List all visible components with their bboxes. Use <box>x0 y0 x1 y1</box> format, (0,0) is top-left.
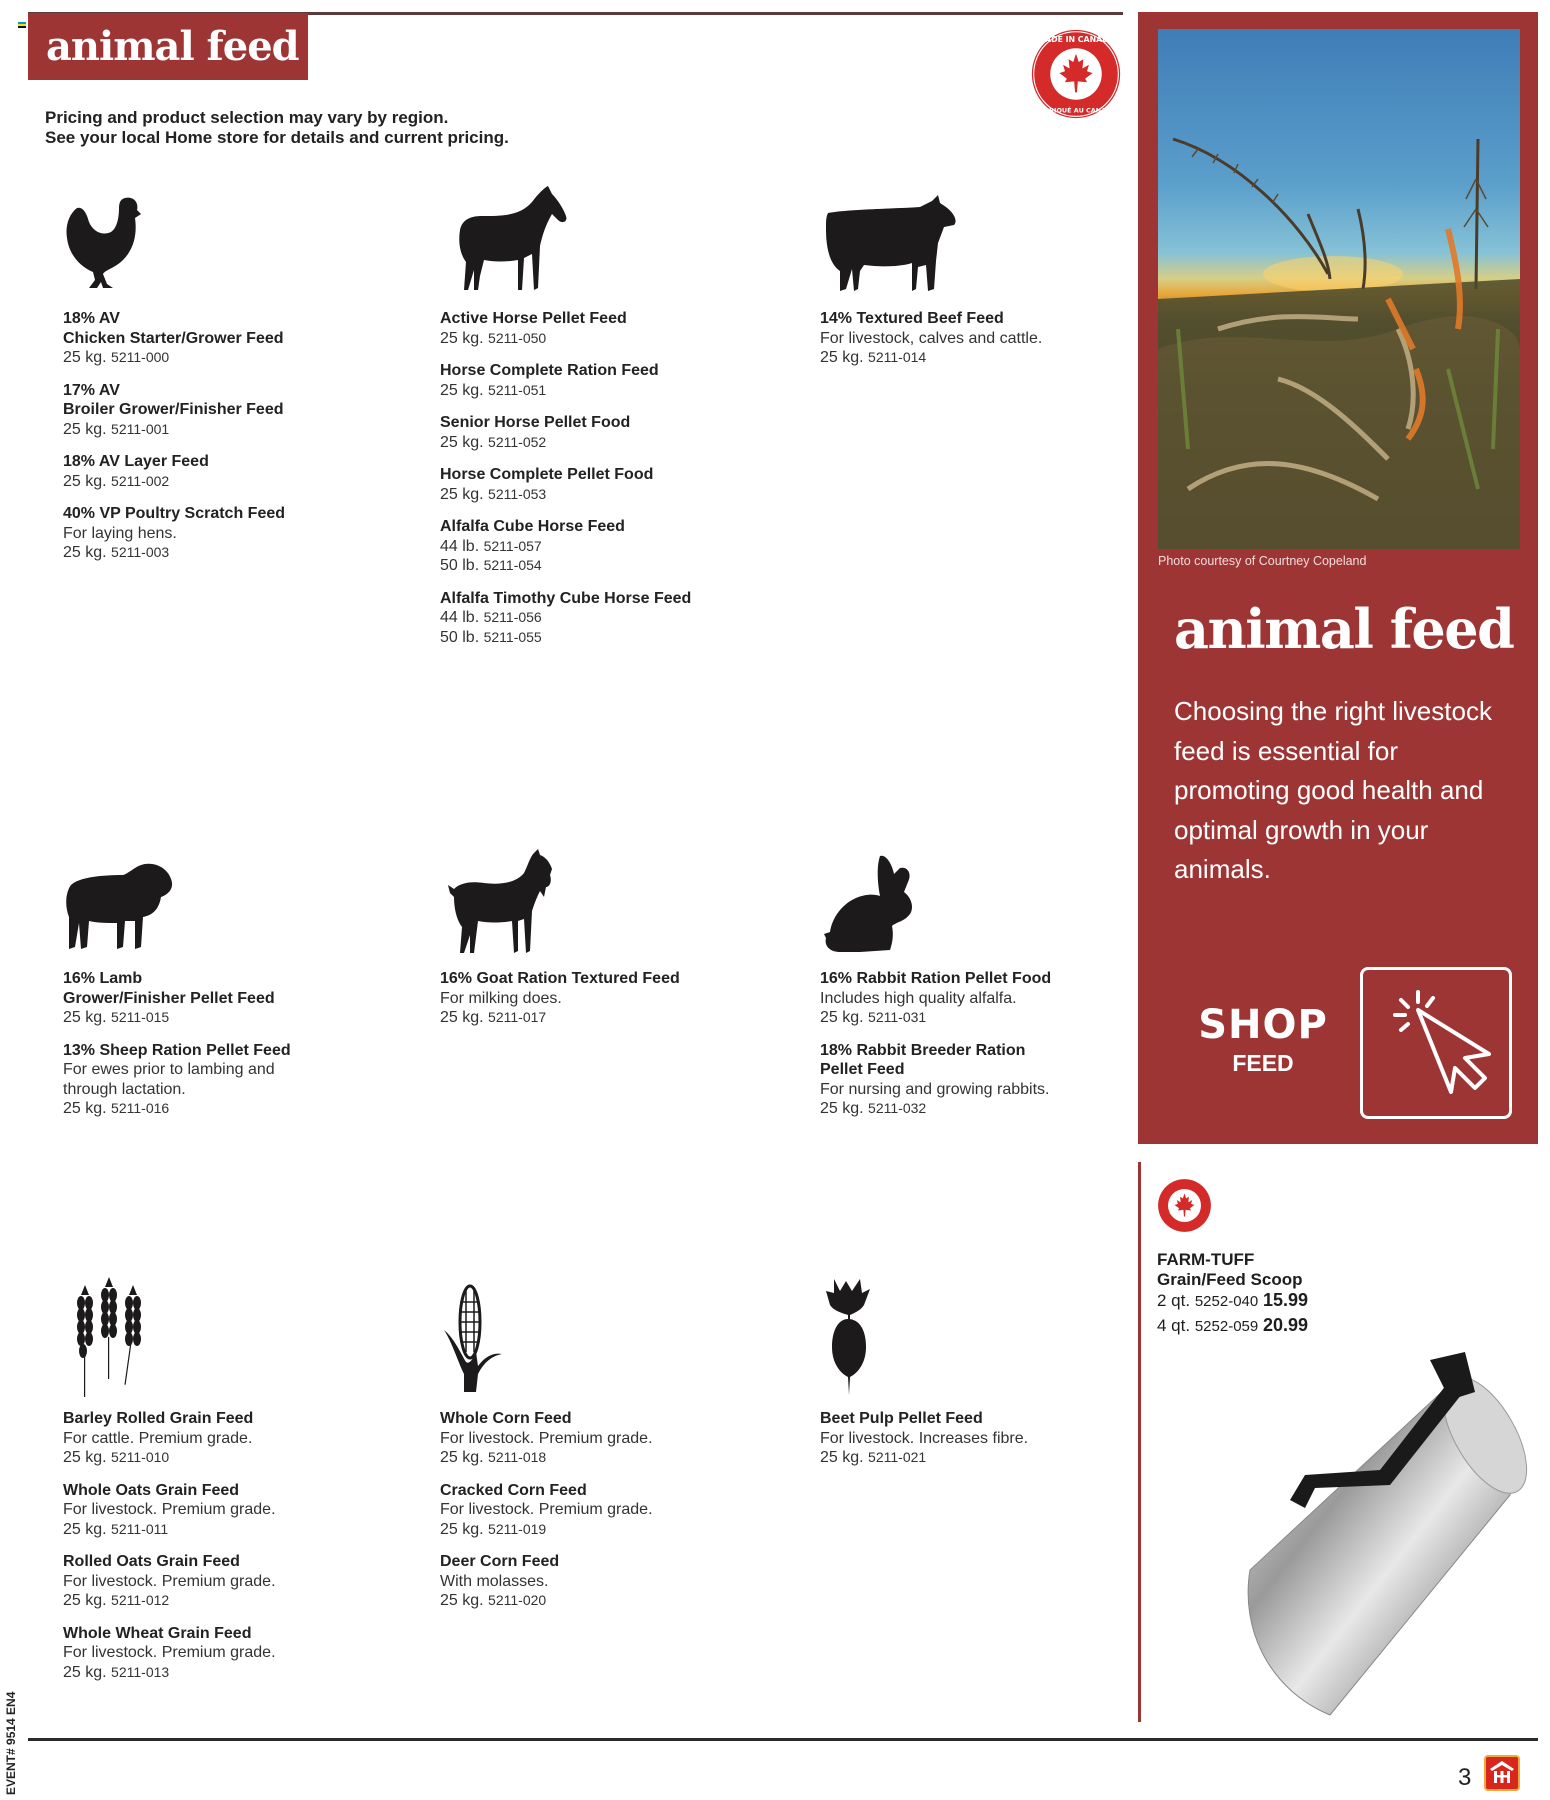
sku-code: 5211-000 <box>111 349 170 365</box>
product-name: Rolled Oats Grain Feed <box>63 1553 240 1570</box>
product-name: Grower/Finisher Pellet Feed <box>63 989 275 1007</box>
product-name: Cracked Corn Feed <box>440 1481 587 1499</box>
product-item <box>63 969 423 1028</box>
product-column <box>820 185 1180 381</box>
page-title: animal feed <box>28 13 308 80</box>
sku-code: 5211-021 <box>868 1449 927 1465</box>
sku-size: 50 lb. <box>440 628 480 646</box>
wheat-icon <box>63 1285 203 1397</box>
product-sku <box>63 543 423 563</box>
shop-feed-label[interactable] <box>1188 1002 1338 1077</box>
product-sku <box>63 420 423 440</box>
product-sku <box>63 1591 423 1611</box>
sku-code: 5211-056 <box>483 609 542 625</box>
variant-size: 2 qt. <box>1157 1291 1191 1310</box>
sku-code: 5211-010 <box>111 1449 170 1465</box>
product-column <box>820 845 1180 1132</box>
product-sku <box>63 1663 423 1683</box>
svg-text:FABRIQUÉ AU CANADA: FABRIQUÉ AU CANADA <box>1035 106 1117 115</box>
feed-scoop-image <box>1180 1330 1540 1730</box>
home-hardware-logo-icon <box>1484 1755 1520 1791</box>
goat-icon <box>440 845 580 957</box>
corn-icon <box>440 1285 580 1397</box>
variant-price: 20.99 <box>1262 1315 1309 1335</box>
product-item <box>820 969 1180 1028</box>
product-column <box>440 185 800 660</box>
sku-size: 25 kg. <box>63 544 107 561</box>
product-item <box>63 1409 423 1468</box>
made-in-canada-badge-icon <box>1030 28 1122 120</box>
cornfield-photo <box>1158 29 1520 549</box>
sku-size: 25 kg. <box>63 1449 107 1466</box>
product-name: Horse Complete Pellet Food <box>440 466 654 483</box>
sku-code: 5211-050 <box>488 329 547 346</box>
product-description: For milking does. <box>440 989 562 1007</box>
sku-code: 5211-031 <box>868 1009 927 1025</box>
product-name: 18% AV <box>63 310 120 327</box>
sku-size: 25 kg. <box>63 349 107 366</box>
product-name: Beet Pulp Pellet Feed <box>820 1410 983 1427</box>
product-name: 14% Textured Beef Feed <box>820 310 1004 327</box>
sheep-icon <box>63 845 203 957</box>
product-name: Whole Wheat Grain Feed <box>63 1624 252 1642</box>
product-sku <box>440 1520 800 1540</box>
product-item <box>820 309 1180 368</box>
sku-size: 25 kg. <box>63 1520 107 1538</box>
pricing-notice <box>45 108 509 148</box>
product-item <box>63 381 423 440</box>
made-in-canada-badge-icon <box>1157 1178 1212 1233</box>
product-description: For nursing and growing rabbits. <box>820 1080 1050 1098</box>
product-sku <box>440 329 800 349</box>
product-name: 40% VP Poultry Scratch Feed <box>63 505 286 522</box>
product-item <box>440 1481 800 1540</box>
rabbit-icon <box>820 845 960 957</box>
horse-icon <box>440 185 580 297</box>
product-description: For livestock. Premium grade. <box>440 1429 653 1447</box>
sku-code: 5211-016 <box>111 1100 170 1116</box>
product-name: Chicken Starter/Grower Feed <box>63 329 284 347</box>
sku-size: 25 kg. <box>440 1449 484 1466</box>
product-name: Alfalfa Timothy Cube Horse Feed <box>440 589 692 607</box>
sku-code: 5211-054 <box>483 557 542 573</box>
sku-code: 5211-057 <box>483 537 542 554</box>
product-item <box>63 1481 423 1540</box>
sku-code: 5211-001 <box>111 420 170 437</box>
sku-code: 5211-014 <box>868 349 927 365</box>
shop-label-small: FEED <box>1232 1050 1294 1076</box>
event-code: EVENT# 9514 EN4 <box>4 1691 18 1795</box>
product-description: For livestock. Premium grade. <box>63 1644 276 1661</box>
product-item <box>440 517 800 576</box>
product-name: 16% Rabbit Ration Pellet Food <box>820 970 1052 987</box>
product-item <box>440 1552 800 1611</box>
variant-code: 5252-059 <box>1194 1318 1259 1335</box>
product-column <box>63 185 423 576</box>
scoop-product <box>1157 1250 1308 1337</box>
page-number: 3 <box>1458 1764 1472 1791</box>
promo-panel <box>1138 12 1538 1144</box>
photo-credit: Photo courtesy of Courtney Copeland <box>1158 554 1367 568</box>
panel-title: animal feed <box>1174 597 1514 661</box>
sku-code: 5211-051 <box>488 381 547 398</box>
sku-size: 25 kg. <box>820 1449 864 1466</box>
product-name: 13% Sheep Ration Pellet Feed <box>63 1041 291 1059</box>
sku-size: 25 kg. <box>440 329 484 347</box>
beet-icon <box>820 1285 960 1397</box>
product-sku <box>440 1008 800 1028</box>
product-item <box>820 1041 1180 1119</box>
product-item <box>440 969 800 1028</box>
sku-size: 25 kg. <box>63 1592 107 1609</box>
product-column <box>440 1285 800 1624</box>
scoop-variant <box>1157 1290 1308 1312</box>
sku-code: 5211-055 <box>483 628 542 645</box>
scoop-name: Grain/Feed Scoop <box>1157 1270 1303 1289</box>
product-sku <box>440 433 800 453</box>
panel-body: Choosing the right livestock feed is essential for promoting good health and optimal growth in your animals. <box>1174 696 1492 884</box>
sku-code: 5211-015 <box>111 1009 170 1025</box>
sku-code: 5211-052 <box>488 433 547 450</box>
sku-size: 25 kg. <box>63 420 107 438</box>
product-sku <box>440 1448 800 1468</box>
sku-code: 5211-011 <box>111 1520 169 1537</box>
product-sku <box>63 1520 423 1540</box>
section-divider <box>1138 1162 1141 1722</box>
product-description: For ewes prior to lambing and through lactation. <box>63 1061 275 1098</box>
sku-size: 50 lb. <box>440 557 480 574</box>
svg-text:MADE IN CANADA: MADE IN CANADA <box>1037 34 1115 44</box>
product-description: For cattle. Premium grade. <box>63 1429 253 1447</box>
product-column <box>440 845 800 1041</box>
product-sku <box>820 1448 1180 1468</box>
product-name: 18% Rabbit Breeder Ration <box>820 1041 1026 1059</box>
shop-label-big: SHOP <box>1198 1002 1328 1048</box>
sku-size: 25 kg. <box>63 472 107 490</box>
variant-size: 4 qt. <box>1157 1316 1191 1335</box>
product-description: With molasses. <box>440 1572 549 1590</box>
product-sku <box>440 485 800 505</box>
product-description: For livestock. Premium grade. <box>63 1501 276 1518</box>
sku-code: 5211-003 <box>111 544 170 560</box>
product-item <box>440 465 800 504</box>
sku-size: 25 kg. <box>440 433 484 451</box>
product-sku <box>440 628 800 648</box>
product-sku <box>440 608 800 628</box>
product-name: Senior Horse Pellet Food <box>440 414 631 431</box>
sku-code: 5211-002 <box>111 472 170 489</box>
notice-line-1: Pricing and product selection may vary by region. <box>45 108 449 127</box>
product-name: Whole Oats Grain Feed <box>63 1481 240 1499</box>
product-item <box>63 452 423 491</box>
notice-line-2: See your local Home store for details and current pricing. <box>45 128 509 147</box>
sku-size: 25 kg. <box>820 349 864 366</box>
sku-code: 5211-018 <box>488 1449 547 1465</box>
product-description: For livestock, calves and cattle. <box>820 329 1043 347</box>
variant-price: 15.99 <box>1262 1290 1309 1310</box>
product-name: Barley Rolled Grain Feed <box>63 1410 254 1427</box>
sku-code: 5211-017 <box>488 1009 547 1025</box>
sku-size: 25 kg. <box>63 1009 107 1026</box>
product-sku <box>440 537 800 557</box>
sku-size: 44 lb. <box>440 537 480 555</box>
product-sku <box>820 1099 1180 1119</box>
product-column <box>820 1285 1180 1481</box>
product-column <box>63 845 423 1132</box>
product-item <box>63 1552 423 1611</box>
sku-size: 25 kg. <box>440 1592 484 1609</box>
sku-size: 44 lb. <box>440 609 480 626</box>
product-item <box>820 1409 1180 1468</box>
product-description: For laying hens. <box>63 524 177 542</box>
registration-mark <box>18 22 26 28</box>
product-item <box>63 1041 423 1119</box>
sku-size: 25 kg. <box>440 1009 484 1026</box>
product-name: 16% Lamb <box>63 970 143 987</box>
product-sku <box>440 381 800 401</box>
chicken-icon <box>63 185 203 297</box>
product-sku <box>820 1008 1180 1028</box>
sku-size: 25 kg. <box>820 1009 864 1026</box>
sku-size: 25 kg. <box>63 1100 107 1117</box>
product-name: Horse Complete Ration Feed <box>440 362 659 379</box>
sku-size: 25 kg. <box>440 381 484 399</box>
product-item <box>440 361 800 400</box>
cow-icon <box>820 185 960 297</box>
sku-code: 5211-012 <box>111 1592 170 1608</box>
sku-size: 25 kg. <box>820 1100 864 1117</box>
product-sku <box>440 1591 800 1611</box>
product-name: Pellet Feed <box>820 1061 905 1078</box>
product-sku <box>63 1008 423 1028</box>
product-item <box>63 504 423 563</box>
product-name: Whole Corn Feed <box>440 1410 572 1427</box>
sku-code: 5211-032 <box>868 1100 927 1116</box>
scoop-brand: FARM-TUFF <box>1157 1250 1255 1269</box>
product-column <box>63 1285 423 1695</box>
product-description: Includes high quality alfalfa. <box>820 989 1017 1007</box>
cursor-click-icon <box>1363 970 1509 1116</box>
product-sku <box>440 556 800 576</box>
sku-code: 5211-053 <box>488 485 547 502</box>
sku-size: 25 kg. <box>440 485 484 503</box>
shop-feed-button[interactable] <box>1360 967 1512 1119</box>
product-name: 17% AV <box>63 381 120 399</box>
sku-size: 25 kg. <box>63 1663 107 1681</box>
sku-code: 5211-013 <box>111 1663 170 1680</box>
product-description: For livestock. Premium grade. <box>440 1501 653 1518</box>
product-description: For livestock. Premium grade. <box>63 1572 276 1590</box>
product-sku <box>63 1099 423 1119</box>
product-item <box>440 1409 800 1468</box>
product-sku <box>63 472 423 492</box>
variant-code: 5252-040 <box>1194 1293 1259 1310</box>
product-name: 16% Goat Ration Textured Feed <box>440 970 680 987</box>
product-sku <box>820 348 1180 368</box>
sku-size: 25 kg. <box>440 1520 484 1538</box>
product-sku <box>63 1448 423 1468</box>
product-name: Active Horse Pellet Feed <box>440 310 627 327</box>
bottom-divider <box>28 1738 1538 1741</box>
product-description: For livestock. Increases fibre. <box>820 1429 1029 1447</box>
sku-code: 5211-019 <box>488 1520 547 1537</box>
product-item <box>63 309 423 368</box>
product-item <box>63 1624 423 1683</box>
sku-code: 5211-020 <box>488 1592 547 1608</box>
product-name: Broiler Grower/Finisher Feed <box>63 401 284 418</box>
product-name: Deer Corn Feed <box>440 1553 560 1570</box>
product-item <box>440 309 800 348</box>
product-item <box>440 413 800 452</box>
product-sku <box>63 348 423 368</box>
product-name: 18% AV Layer Feed <box>63 453 209 470</box>
product-item <box>440 589 800 648</box>
product-name: Alfalfa Cube Horse Feed <box>440 518 625 535</box>
